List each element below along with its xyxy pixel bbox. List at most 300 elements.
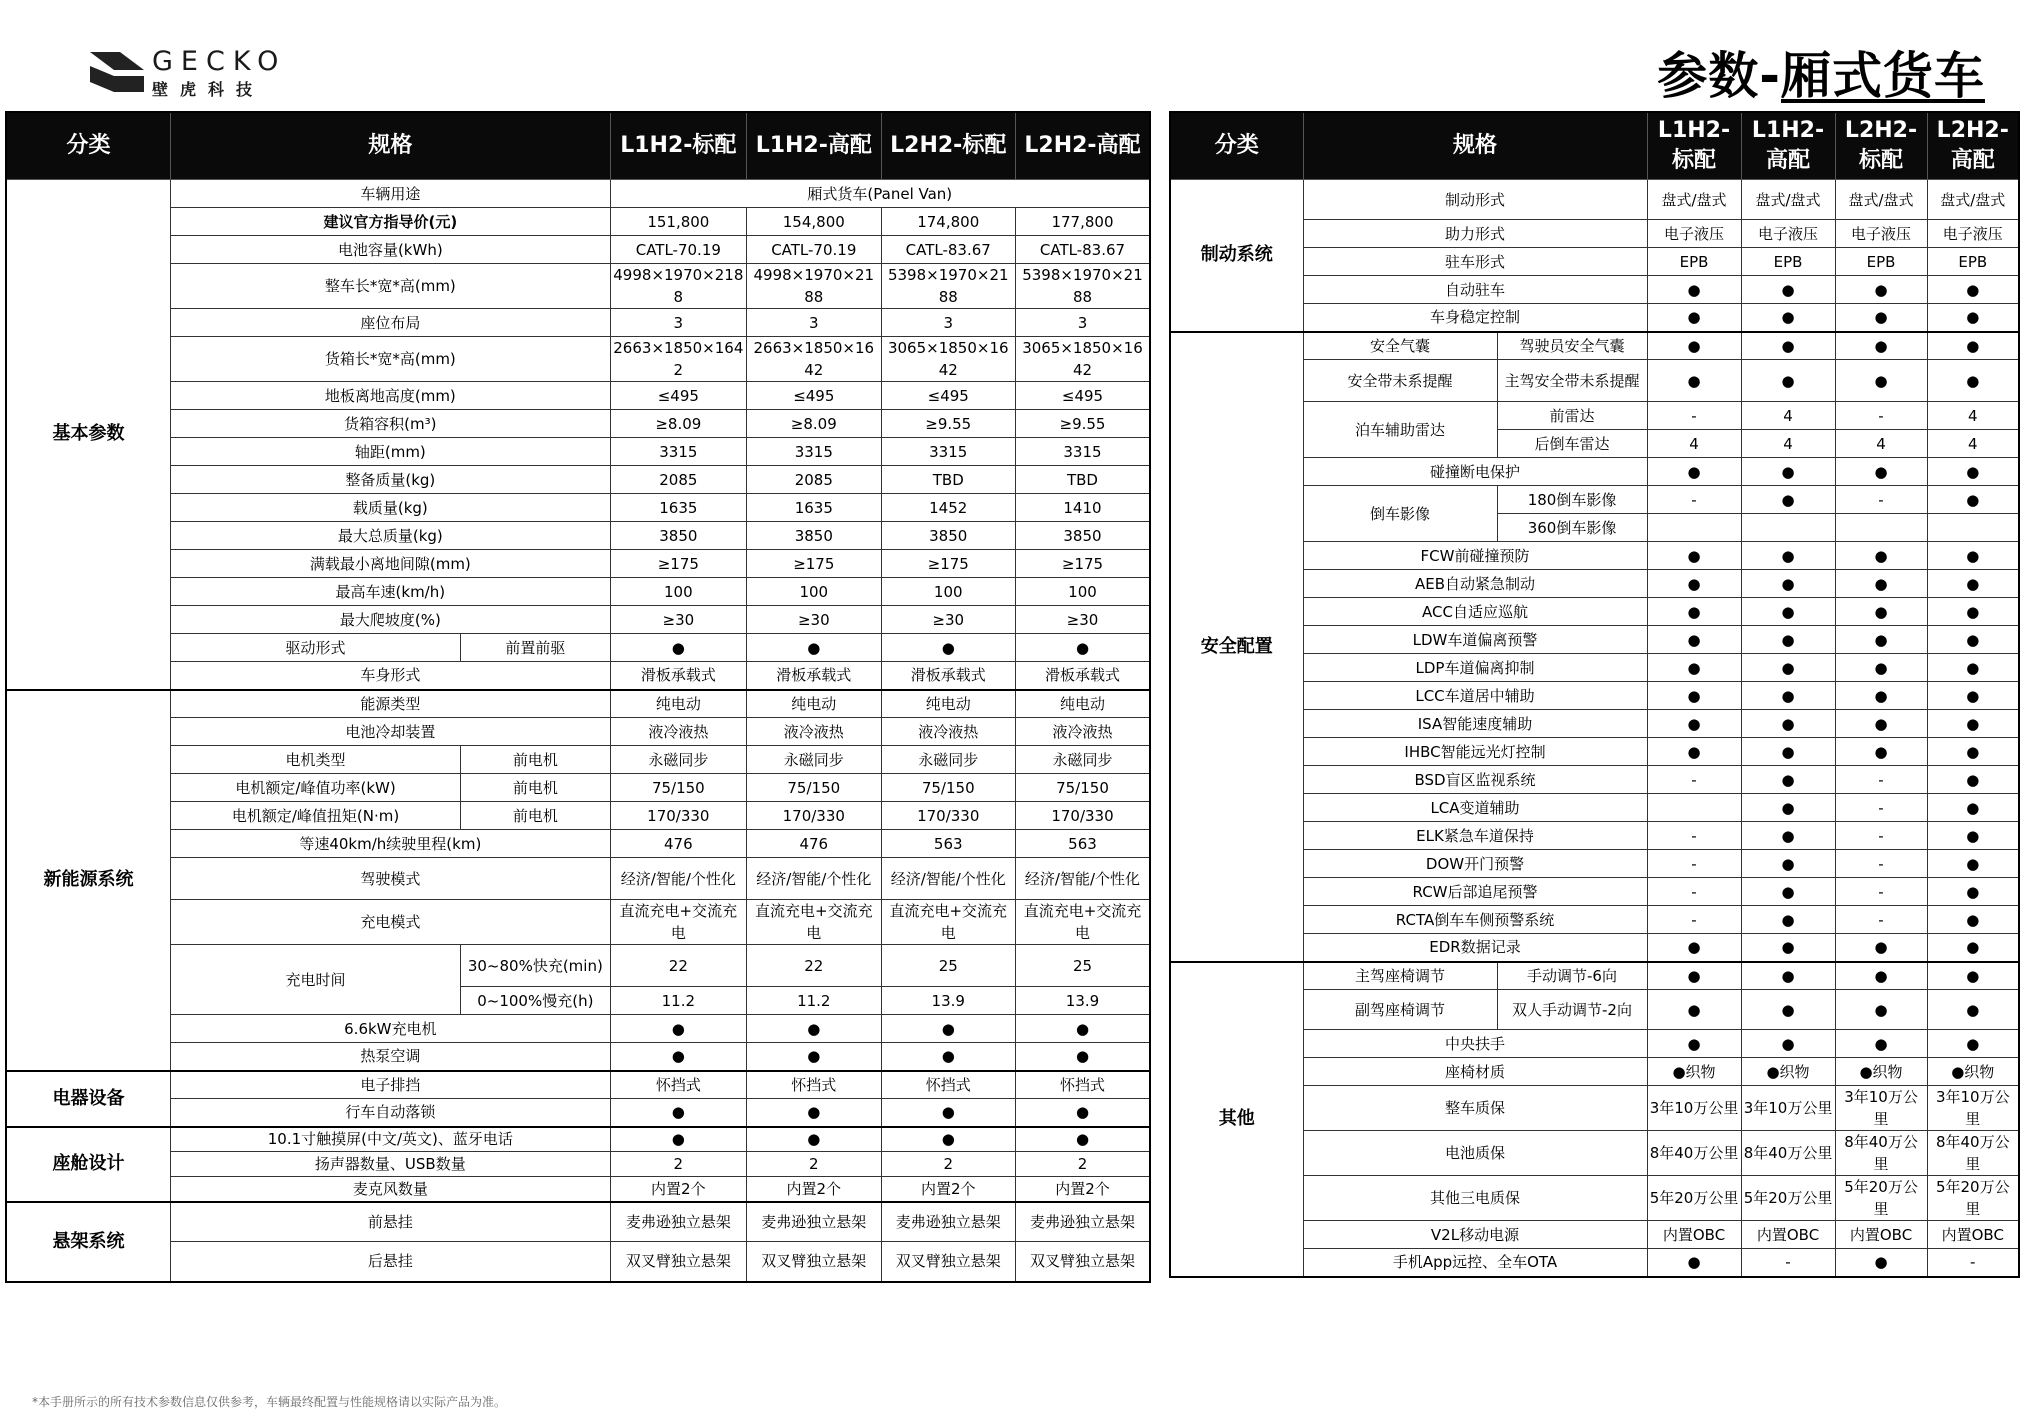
brand-subtitle: 壁虎科技 [152, 80, 265, 99]
table-row [1170, 332, 2019, 360]
spec-sublabel: 前置前驱 [461, 634, 611, 662]
spec-value: EPB [1835, 248, 1927, 276]
spec-sublabel: 前雷达 [1497, 402, 1647, 430]
spec-label: 安全气囊 [1303, 332, 1497, 360]
spec-value: EPB [1927, 248, 2019, 276]
spec-value: ● [1741, 598, 1835, 626]
spec-value: 11.2 [747, 987, 881, 1015]
spec-value: ● [1647, 542, 1741, 570]
spec-label: 充电时间 [171, 945, 461, 1015]
table-row [6, 1127, 1150, 1152]
spec-value: ● [747, 1043, 881, 1071]
table-row [6, 690, 1150, 718]
table-row [6, 522, 1150, 550]
category-cell: 制动系统 [1170, 180, 1303, 332]
spec-value: ● [1927, 276, 2019, 304]
spec-label: 制动形式 [1303, 180, 1647, 220]
spec-value: 8年40万公里 [1741, 1131, 1835, 1176]
spec-value: 内置2个 [747, 1177, 881, 1202]
spec-value: ● [610, 1043, 746, 1071]
spec-value: 3850 [610, 522, 746, 550]
spec-value: ≤495 [747, 382, 881, 410]
spec-value: 内置OBC [1741, 1221, 1835, 1249]
spec-value: ● [1927, 990, 2019, 1030]
spec-label: 6.6kW充电机 [171, 1015, 611, 1043]
spec-value: ● [1741, 626, 1835, 654]
spec-value: 3065×1850×1642 [1015, 337, 1150, 382]
spec-value: 怀挡式 [1015, 1071, 1150, 1099]
spec-value: ● [1741, 332, 1835, 360]
spec-label: 驾驶模式 [171, 858, 611, 900]
category-cell: 新能源系统 [6, 690, 171, 1071]
spec-value: ● [1741, 486, 1835, 514]
spec-value: - [1835, 878, 1927, 906]
spec-label: RCTA倒车车侧预警系统 [1303, 906, 1647, 934]
spec-label: 泊车辅助雷达 [1303, 402, 1497, 458]
col-variant-header: L1H2-标配 [1647, 112, 1741, 180]
table-row [6, 662, 1150, 690]
spec-value: ● [1015, 1043, 1150, 1071]
spec-label: 能源类型 [171, 690, 611, 718]
col-variant-header: L2H2-高配 [1015, 112, 1150, 180]
spec-value: - [1835, 402, 1927, 430]
spec-label: 载质量(kg) [171, 494, 611, 522]
spec-value: ●织物 [1927, 1058, 2019, 1086]
spec-value: 170/330 [1015, 802, 1150, 830]
table-row [6, 900, 1150, 945]
spec-value: 4 [1647, 430, 1741, 458]
category-cell: 座舱设计 [6, 1127, 171, 1202]
spec-sublabel: 360倒车影像 [1497, 514, 1647, 542]
spec-value: 3年10万公里 [1835, 1086, 1927, 1131]
spec-value-merged: 厢式货车(Panel Van) [610, 180, 1150, 208]
spec-sublabel: 0~100%慢充(h) [461, 987, 611, 1015]
spec-value: 内置OBC [1927, 1221, 2019, 1249]
spec-value: 8年40万公里 [1647, 1131, 1741, 1176]
spec-value: ●织物 [1741, 1058, 1835, 1086]
spec-value: ● [1927, 304, 2019, 332]
spec-label: ISA智能速度辅助 [1303, 710, 1647, 738]
col-variant-header: L2H2-高配 [1927, 112, 2019, 180]
brand-logo [90, 44, 310, 104]
spec-value: 内置2个 [881, 1177, 1015, 1202]
spec-value: 永磁同步 [747, 746, 881, 774]
category-cell: 安全配置 [1170, 332, 1303, 962]
spec-value: 25 [881, 945, 1015, 987]
spec-value [1741, 514, 1835, 542]
spec-value: ● [1741, 360, 1835, 402]
table-row [6, 337, 1150, 382]
spec-value: 电子液压 [1741, 220, 1835, 248]
page-title-prefix: 参数- [1657, 47, 1781, 105]
spec-value: 177,800 [1015, 208, 1150, 236]
spec-value: ● [1741, 542, 1835, 570]
spec-label: 麦克风数量 [171, 1177, 611, 1202]
col-spec-header: 规格 [1303, 112, 1647, 180]
col-category-header: 分类 [6, 112, 171, 180]
spec-value: TBD [1015, 466, 1150, 494]
spec-label: 后悬挂 [171, 1242, 611, 1282]
spec-value: 3年10万公里 [1927, 1086, 2019, 1131]
spec-value: ● [881, 1043, 1015, 1071]
spec-value: ● [1835, 654, 1927, 682]
spec-value: ● [1741, 794, 1835, 822]
spec-value: ● [1927, 682, 2019, 710]
spec-value: ≥175 [747, 550, 881, 578]
spec-value: ≥9.55 [1015, 410, 1150, 438]
spec-value: ● [1835, 570, 1927, 598]
table-row [6, 718, 1150, 746]
spec-value: ● [1927, 794, 2019, 822]
spec-value: - [1647, 822, 1741, 850]
spec-label: 建议官方指导价(元) [171, 208, 611, 236]
table-row [1170, 180, 2019, 220]
spec-table-left [5, 111, 1151, 1283]
spec-value: ≥8.09 [610, 410, 746, 438]
spec-value: 纯电动 [610, 690, 746, 718]
spec-value: 476 [610, 830, 746, 858]
spec-value: 滑板承载式 [881, 662, 1015, 690]
category-cell: 其他 [1170, 962, 1303, 1277]
spec-value: ● [610, 634, 746, 662]
brand-name: GECKO [152, 46, 287, 77]
spec-value: ● [1741, 1030, 1835, 1058]
spec-value: ● [1741, 906, 1835, 934]
spec-value: 2 [610, 1152, 746, 1177]
spec-value: ● [1741, 822, 1835, 850]
spec-value: ● [1741, 766, 1835, 794]
spec-value: 3065×1850×1642 [881, 337, 1015, 382]
spec-value: ≥30 [610, 606, 746, 634]
spec-value: 3850 [881, 522, 1015, 550]
spec-value: ● [1741, 934, 1835, 962]
spec-value: - [1835, 906, 1927, 934]
table-row [6, 410, 1150, 438]
spec-value: ● [1741, 304, 1835, 332]
spec-value: 4 [1835, 430, 1927, 458]
table-row [6, 309, 1150, 337]
spec-label: 安全带未系提醒 [1303, 360, 1497, 402]
spec-label: 副驾座椅调节 [1303, 990, 1497, 1030]
spec-value: 563 [1015, 830, 1150, 858]
spec-value: 麦弗逊独立悬架 [610, 1202, 746, 1242]
spec-value: 75/150 [747, 774, 881, 802]
spec-sublabel: 180倒车影像 [1497, 486, 1647, 514]
spec-value: ● [881, 1015, 1015, 1043]
spec-value: ● [1835, 1030, 1927, 1058]
spec-value: 永磁同步 [881, 746, 1015, 774]
table-row [6, 858, 1150, 900]
spec-table-right [1169, 111, 2020, 1278]
spec-value: 3年10万公里 [1741, 1086, 1835, 1131]
table-row [6, 606, 1150, 634]
spec-value: ● [1647, 654, 1741, 682]
spec-value: 3 [881, 309, 1015, 337]
spec-value: ● [1835, 962, 1927, 990]
spec-value: ≥175 [881, 550, 1015, 578]
spec-value: 5年20万公里 [1647, 1176, 1741, 1221]
spec-value: ● [1647, 682, 1741, 710]
spec-value: ● [1927, 850, 2019, 878]
footnote: *本手册所示的所有技术参数信息仅供参考，车辆最终配置与性能规格请以实际产品为准。 [32, 1395, 507, 1409]
spec-label: ELK紧急车道保持 [1303, 822, 1647, 850]
table-row [6, 264, 1150, 309]
spec-label: 电池冷却装置 [171, 718, 611, 746]
spec-label: 整备质量(kg) [171, 466, 611, 494]
spec-value: - [1647, 906, 1741, 934]
spec-value: ● [1741, 570, 1835, 598]
spec-label: 满载最小离地间隙(mm) [171, 550, 611, 578]
spec-value: 内置OBC [1835, 1221, 1927, 1249]
spec-value: 3315 [1015, 438, 1150, 466]
spec-value: 纯电动 [881, 690, 1015, 718]
spec-value: 2085 [610, 466, 746, 494]
spec-label: 车身稳定控制 [1303, 304, 1647, 332]
spec-value: ● [881, 1099, 1015, 1127]
spec-label: BSD盲区监视系统 [1303, 766, 1647, 794]
spec-value: ● [610, 1015, 746, 1043]
spec-value: ● [1647, 962, 1741, 990]
spec-value: ≤495 [881, 382, 1015, 410]
spec-value: 怀挡式 [747, 1071, 881, 1099]
spec-value: 直流充电+交流充电 [881, 900, 1015, 945]
spec-value [1927, 514, 2019, 542]
col-variant-header: L1H2-标配 [610, 112, 746, 180]
spec-value: CATL-70.19 [610, 236, 746, 264]
spec-value: 75/150 [610, 774, 746, 802]
spec-sublabel: 驾驶员安全气囊 [1497, 332, 1647, 360]
spec-value: ● [1927, 598, 2019, 626]
spec-value: ● [1835, 304, 1927, 332]
spec-value: ● [747, 1127, 881, 1152]
spec-value: 永磁同步 [610, 746, 746, 774]
spec-label: 10.1寸触摸屏(中文/英文)、蓝牙电话 [171, 1127, 611, 1152]
spec-label: 碰撞断电保护 [1303, 458, 1647, 486]
spec-label: 主驾座椅调节 [1303, 962, 1497, 990]
spec-value: 滑板承载式 [610, 662, 746, 690]
col-variant-header: L1H2-高配 [1741, 112, 1835, 180]
spec-label: DOW开门预警 [1303, 850, 1647, 878]
spec-value: ● [1647, 360, 1741, 402]
table-row [6, 208, 1150, 236]
spec-value: 2663×1850×1642 [747, 337, 881, 382]
spec-value: ● [1741, 710, 1835, 738]
spec-value: 内置2个 [1015, 1177, 1150, 1202]
spec-value [1647, 794, 1741, 822]
spec-value: 5398×1970×2188 [1015, 264, 1150, 309]
spec-table-left-header [6, 112, 1150, 180]
table-row [6, 180, 1150, 208]
spec-label: 电机额定/峰值扭矩(N·m) [171, 802, 461, 830]
spec-value: 经济/智能/个性化 [881, 858, 1015, 900]
spec-value: ● [1647, 458, 1741, 486]
table-row [6, 466, 1150, 494]
spec-value: ≥175 [610, 550, 746, 578]
spec-label: 前悬挂 [171, 1202, 611, 1242]
spec-value: ● [1835, 934, 1927, 962]
spec-label: 车辆用途 [171, 180, 611, 208]
spec-value: - [1647, 850, 1741, 878]
spec-value: ● [1927, 766, 2019, 794]
spec-value: ● [1741, 962, 1835, 990]
spec-value: 170/330 [610, 802, 746, 830]
spec-label: 座位布局 [171, 309, 611, 337]
spec-value: 直流充电+交流充电 [610, 900, 746, 945]
table-row [6, 802, 1150, 830]
spec-value: ● [1015, 1127, 1150, 1152]
spec-value: 2 [881, 1152, 1015, 1177]
spec-value: ● [1927, 962, 2019, 990]
spec-value: ≤495 [1015, 382, 1150, 410]
spec-sublabel: 双人手动调节-2向 [1497, 990, 1647, 1030]
spec-value: 内置OBC [1647, 1221, 1741, 1249]
spec-value: 1635 [610, 494, 746, 522]
spec-sublabel: 前电机 [461, 774, 611, 802]
spec-label: 地板离地高度(mm) [171, 382, 611, 410]
spec-value: 75/150 [881, 774, 1015, 802]
spec-value: - [1647, 486, 1741, 514]
spec-value: ● [1741, 738, 1835, 766]
spec-value: 4 [1741, 430, 1835, 458]
spec-value: ● [1647, 738, 1741, 766]
spec-value: 3 [610, 309, 746, 337]
spec-value [1835, 514, 1927, 542]
spec-value: ● [1927, 1030, 2019, 1058]
table-row [6, 382, 1150, 410]
spec-value: ≥9.55 [881, 410, 1015, 438]
spec-value: ● [1927, 878, 2019, 906]
spec-value: 11.2 [610, 987, 746, 1015]
spec-value: 电子液压 [1647, 220, 1741, 248]
spec-value: 盘式/盘式 [1835, 180, 1927, 220]
spec-value: 2085 [747, 466, 881, 494]
spec-value: 174,800 [881, 208, 1015, 236]
spec-label: 整车长*宽*高(mm) [171, 264, 611, 309]
spec-value: 双叉臂独立悬架 [1015, 1242, 1150, 1282]
spec-value: 经济/智能/个性化 [610, 858, 746, 900]
spec-value: 3年10万公里 [1647, 1086, 1741, 1131]
spec-value: - [1835, 766, 1927, 794]
spec-value: ● [881, 1127, 1015, 1152]
spec-label: 电机额定/峰值功率(kW) [171, 774, 461, 802]
spec-value: - [1741, 1249, 1835, 1277]
category-cell: 电器设备 [6, 1071, 171, 1127]
spec-value: 22 [747, 945, 881, 987]
spec-value: 纯电动 [1015, 690, 1150, 718]
table-row [6, 1071, 1150, 1099]
spec-value: 3315 [881, 438, 1015, 466]
spec-value: ●织物 [1835, 1058, 1927, 1086]
spec-value: 3850 [1015, 522, 1150, 550]
spec-value: 盘式/盘式 [1927, 180, 2019, 220]
table-row [1170, 962, 2019, 990]
spec-value: ● [1835, 710, 1927, 738]
spec-value: CATL-70.19 [747, 236, 881, 264]
spec-label: 驻车形式 [1303, 248, 1647, 276]
spec-value: ● [1927, 486, 2019, 514]
spec-value: ● [1835, 542, 1927, 570]
spec-value: 5年20万公里 [1927, 1176, 2019, 1221]
spec-value: ● [1015, 1099, 1150, 1127]
spec-value: 双叉臂独立悬架 [747, 1242, 881, 1282]
spec-value: 麦弗逊独立悬架 [1015, 1202, 1150, 1242]
spec-value: 麦弗逊独立悬架 [881, 1202, 1015, 1242]
table-row [6, 774, 1150, 802]
spec-value: 麦弗逊独立悬架 [747, 1202, 881, 1242]
spec-label: 电子排挡 [171, 1071, 611, 1099]
spec-value: ● [1835, 1249, 1927, 1277]
spec-value: - [1647, 878, 1741, 906]
spec-value: 8年40万公里 [1927, 1131, 2019, 1176]
spec-value: ≥30 [747, 606, 881, 634]
spec-value: ● [1015, 1015, 1150, 1043]
spec-label: 行车自动落锁 [171, 1099, 611, 1127]
spec-value: ● [1927, 542, 2019, 570]
spec-value: 经济/智能/个性化 [1015, 858, 1150, 900]
table-row [6, 494, 1150, 522]
spec-label: RCW后部追尾预警 [1303, 878, 1647, 906]
spec-value: ● [1741, 458, 1835, 486]
spec-value: 1452 [881, 494, 1015, 522]
spec-value: 纯电动 [747, 690, 881, 718]
spec-value: 滑板承载式 [747, 662, 881, 690]
spec-value: 滑板承载式 [1015, 662, 1150, 690]
col-variant-header: L1H2-高配 [747, 112, 881, 180]
spec-value: 100 [1015, 578, 1150, 606]
table-row [6, 1242, 1150, 1282]
spec-value: 170/330 [747, 802, 881, 830]
spec-sublabel: 手动调节-6向 [1497, 962, 1647, 990]
spec-label: LCA变道辅助 [1303, 794, 1647, 822]
spec-value: 22 [610, 945, 746, 987]
spec-value: ● [1835, 360, 1927, 402]
spec-value: ● [1927, 822, 2019, 850]
spec-value: 液冷液热 [881, 718, 1015, 746]
page-title [1657, 36, 1985, 108]
spec-label: 座椅材质 [1303, 1058, 1647, 1086]
spec-value: 双叉臂独立悬架 [881, 1242, 1015, 1282]
spec-value: 液冷液热 [747, 718, 881, 746]
spec-value: ● [881, 634, 1015, 662]
spec-label: 货箱容积(m³) [171, 410, 611, 438]
table-row [6, 1043, 1150, 1071]
spec-value: ● [1741, 682, 1835, 710]
spec-label: 电池质保 [1303, 1131, 1647, 1176]
spec-value: ● [1927, 654, 2019, 682]
category-cell: 悬架系统 [6, 1202, 171, 1282]
category-cell: 基本参数 [6, 180, 171, 690]
spec-value: ● [1835, 332, 1927, 360]
col-variant-header: L2H2-标配 [1835, 112, 1927, 180]
spec-label: EDR数据记录 [1303, 934, 1647, 962]
table-row [6, 578, 1150, 606]
spec-value: 4 [1927, 402, 2019, 430]
spec-value: - [1647, 766, 1741, 794]
spec-table-right-header [1170, 112, 2019, 180]
spec-label: 中央扶手 [1303, 1030, 1647, 1058]
gecko-logo-mark-icon [90, 46, 144, 98]
spec-sublabel: 前电机 [461, 746, 611, 774]
spec-value: ● [1835, 598, 1927, 626]
spec-value: CATL-83.67 [1015, 236, 1150, 264]
spec-value: ● [1927, 570, 2019, 598]
table-row [6, 1099, 1150, 1127]
spec-label: IHBC智能远光灯控制 [1303, 738, 1647, 766]
spec-value: ● [747, 1015, 881, 1043]
spec-value: 1635 [747, 494, 881, 522]
spec-value: 1410 [1015, 494, 1150, 522]
table-row [6, 830, 1150, 858]
